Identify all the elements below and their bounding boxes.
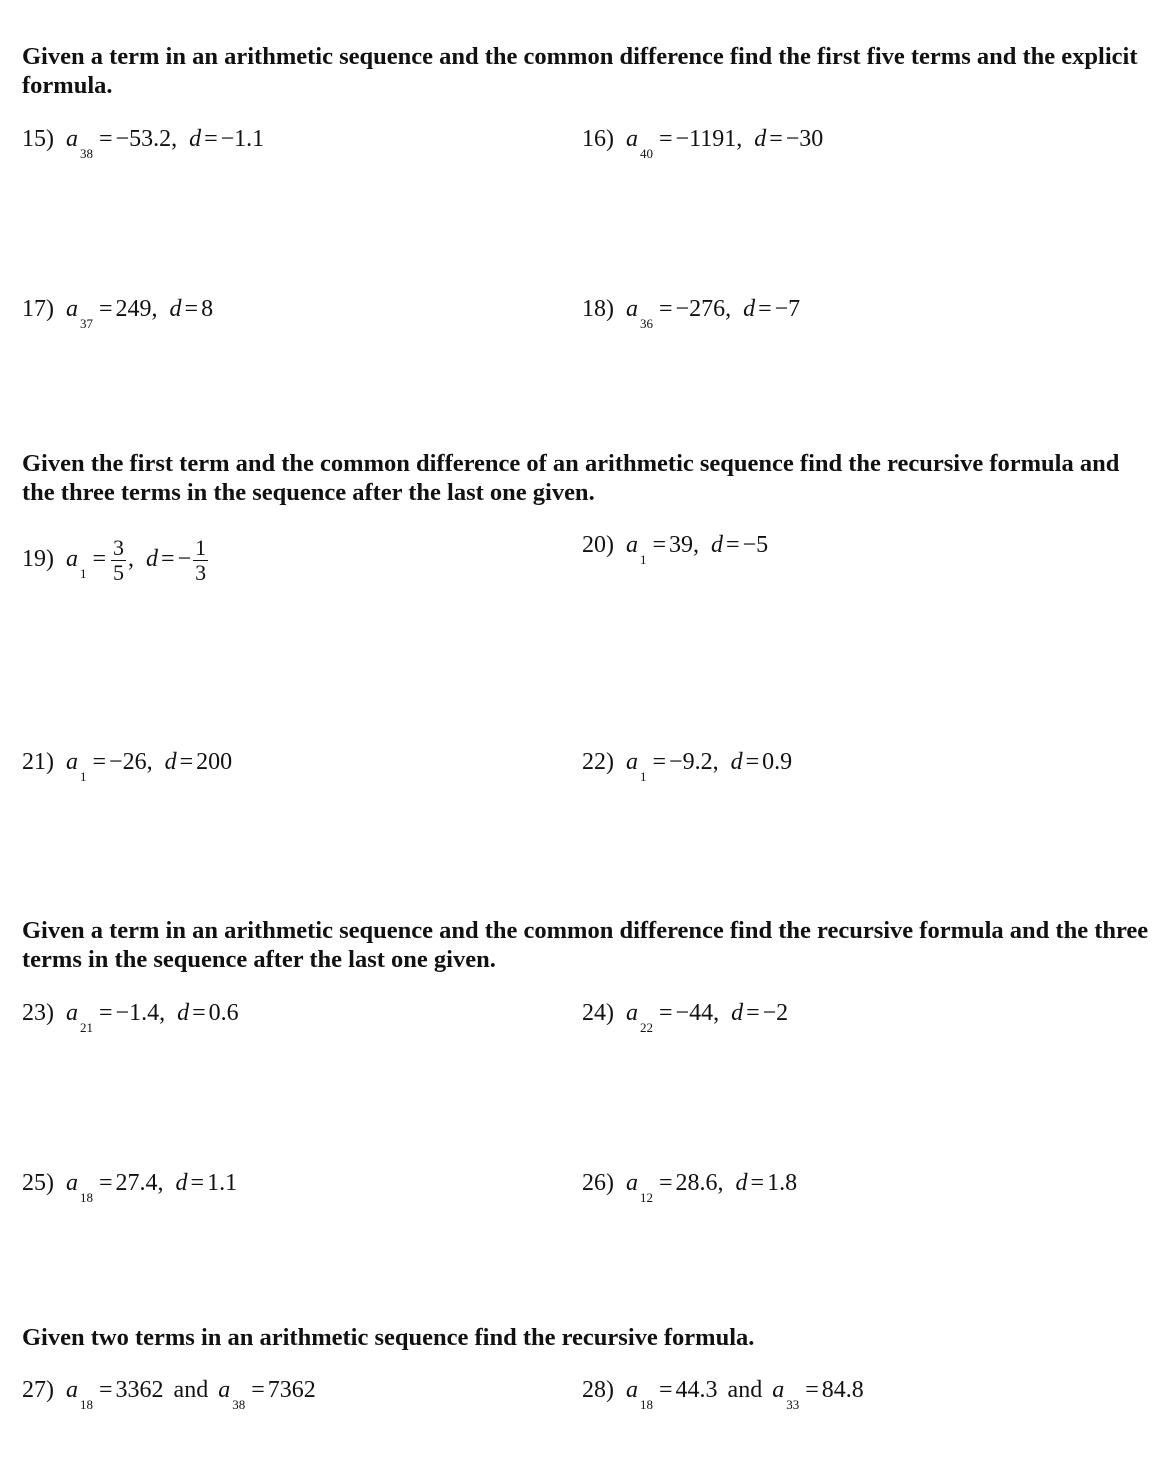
term-value: −9.2, bbox=[669, 749, 719, 775]
term-value: −276, bbox=[675, 296, 732, 322]
problem-number: 27) bbox=[22, 1377, 54, 1403]
term-value: −53.2, bbox=[115, 126, 178, 152]
term-index: 33 bbox=[786, 1397, 800, 1412]
term-value: 7362 bbox=[267, 1377, 316, 1403]
term-variable: a bbox=[66, 296, 78, 322]
problem-18 bbox=[582, 295, 801, 331]
equals-sign: = bbox=[769, 126, 783, 152]
equals-sign: = bbox=[179, 749, 194, 775]
difference-value: −5 bbox=[742, 532, 769, 558]
problem-27 bbox=[22, 1376, 316, 1412]
term-index: 38 bbox=[232, 1397, 246, 1412]
equals-sign: = bbox=[652, 749, 667, 775]
term-variable: a bbox=[66, 1000, 78, 1026]
problem-number: 26) bbox=[582, 1170, 614, 1196]
term-value: −1.4, bbox=[115, 1000, 166, 1026]
term-value: −44, bbox=[675, 1000, 720, 1026]
equals-sign: = bbox=[190, 1170, 205, 1196]
term-index: 1 bbox=[80, 566, 87, 582]
equals-sign: = bbox=[99, 1000, 113, 1026]
difference-variable: d bbox=[169, 296, 182, 322]
equals-sign: = bbox=[184, 296, 199, 322]
conjunction: and bbox=[727, 1377, 763, 1403]
equals-sign: = bbox=[92, 546, 107, 573]
difference-variable: d bbox=[735, 1170, 748, 1196]
term-variable: a bbox=[626, 1170, 638, 1196]
term-variable: a bbox=[626, 1377, 638, 1403]
problem-26 bbox=[582, 1169, 798, 1205]
difference-value: −7 bbox=[774, 296, 801, 322]
term-variable: a bbox=[626, 532, 638, 558]
equals-sign: = bbox=[726, 532, 740, 558]
equals-sign: = bbox=[750, 1170, 765, 1196]
problem-number: 23) bbox=[22, 1000, 54, 1026]
term-value: 39, bbox=[669, 532, 700, 558]
problem-number: 24) bbox=[582, 1000, 614, 1026]
difference-value: 200 bbox=[196, 749, 233, 775]
equals-sign: = bbox=[652, 532, 667, 558]
term-index: 18 bbox=[80, 1190, 93, 1205]
term-variable: a bbox=[66, 749, 78, 775]
term-index: 38 bbox=[80, 146, 93, 161]
term-index: 40 bbox=[640, 146, 653, 161]
term-index: 12 bbox=[640, 1190, 653, 1205]
problem-number: 16) bbox=[582, 126, 614, 152]
problem-24 bbox=[582, 999, 789, 1035]
term-variable: a bbox=[772, 1377, 785, 1403]
difference-variable: d bbox=[164, 749, 177, 775]
section-heading-1: Given a term in an arithmetic sequence and the common difference find the first five terms and the explicit formula. bbox=[22, 43, 1138, 99]
term-variable: a bbox=[626, 1000, 638, 1026]
equals-sign: = bbox=[251, 1377, 265, 1403]
problem-23 bbox=[22, 999, 239, 1035]
difference-value: 1.1 bbox=[207, 1170, 238, 1196]
difference-sign: − bbox=[177, 546, 192, 573]
section-heading-2: Given the first term and the common difference of an arithmetic sequence find the recursive formula and the three terms in the sequence after the last one given. bbox=[22, 450, 1120, 506]
problem-15 bbox=[22, 125, 265, 161]
equals-sign: = bbox=[204, 126, 218, 152]
term-variable: a bbox=[66, 126, 78, 152]
section-heading-3: Given a term in an arithmetic sequence and the common difference find the recursive formula and the three terms in the sequence after the last one given. bbox=[22, 917, 1149, 973]
difference-value-fraction bbox=[193, 537, 208, 584]
difference-value: 1.8 bbox=[767, 1170, 798, 1196]
problem-25 bbox=[22, 1169, 238, 1205]
term-value: 44.3 bbox=[675, 1377, 718, 1403]
equals-sign: = bbox=[99, 1377, 113, 1403]
equals-sign: = bbox=[659, 1170, 673, 1196]
term-index: 22 bbox=[640, 1020, 653, 1035]
term-index: 1 bbox=[80, 769, 87, 784]
equals-sign: = bbox=[99, 296, 113, 322]
problem-20 bbox=[582, 531, 769, 567]
difference-value: 0.9 bbox=[762, 749, 793, 775]
difference-value: −2 bbox=[762, 1000, 789, 1026]
problem-number: 22) bbox=[582, 749, 614, 775]
equals-sign: = bbox=[659, 1377, 673, 1403]
problem-16 bbox=[582, 125, 824, 161]
term-value: 27.4, bbox=[115, 1170, 164, 1196]
problem-number: 17) bbox=[22, 296, 54, 322]
term-variable: a bbox=[66, 546, 78, 573]
equals-sign: = bbox=[659, 1000, 673, 1026]
equals-sign: = bbox=[92, 749, 107, 775]
problem-number: 18) bbox=[582, 296, 614, 322]
equals-sign: = bbox=[161, 546, 175, 573]
equals-sign: = bbox=[746, 1000, 760, 1026]
term-variable: a bbox=[66, 1170, 78, 1196]
difference-variable: d bbox=[731, 1000, 744, 1026]
problem-number: 21) bbox=[22, 749, 54, 775]
problem-number: 20) bbox=[582, 532, 614, 558]
term-variable: a bbox=[66, 1377, 78, 1403]
term-index: 37 bbox=[80, 316, 93, 331]
difference-value: −1.1 bbox=[220, 126, 265, 152]
problem-19: 19) $a_1=$ $\frac{3}{5}$ , d = − $\frac{1}{3}$ bbox=[22, 535, 207, 585]
difference-variable: d bbox=[146, 546, 159, 573]
term-value: 84.8 bbox=[821, 1377, 864, 1403]
problem-28 bbox=[582, 1376, 864, 1412]
problem-17 bbox=[22, 295, 214, 331]
equals-sign: = bbox=[659, 296, 673, 322]
conjunction: and bbox=[173, 1377, 209, 1403]
difference-value: −30 bbox=[785, 126, 824, 152]
equals-sign: = bbox=[99, 126, 113, 152]
term-index: 36 bbox=[640, 316, 653, 331]
term-index: 1 bbox=[640, 552, 647, 567]
problem-number: 25) bbox=[22, 1170, 54, 1196]
equals-sign: = bbox=[192, 1000, 206, 1026]
equals-sign: = bbox=[659, 126, 673, 152]
difference-variable: d bbox=[175, 1170, 188, 1196]
problem-21 bbox=[22, 748, 233, 784]
fraction-numerator: 1 bbox=[195, 535, 207, 560]
term-value: 3362 bbox=[115, 1377, 164, 1403]
term-value: −1191, bbox=[675, 126, 743, 152]
difference-variable: d bbox=[177, 1000, 190, 1026]
term-variable: a bbox=[218, 1377, 231, 1403]
equals-sign: = bbox=[99, 1170, 113, 1196]
fraction-denominator: 3 bbox=[195, 560, 207, 585]
term-variable: a bbox=[626, 126, 638, 152]
equals-sign: = bbox=[758, 296, 772, 322]
term-index: 18 bbox=[640, 1397, 653, 1412]
fraction-numerator: 3 bbox=[113, 535, 125, 560]
term-value: 249, bbox=[115, 296, 158, 322]
fraction-denominator: 5 bbox=[113, 560, 125, 585]
equals-sign: = bbox=[745, 749, 760, 775]
problem-number: 15) bbox=[22, 126, 54, 152]
term-index: 1 bbox=[640, 769, 647, 784]
difference-variable: d bbox=[189, 126, 202, 152]
problem-number: 19) bbox=[22, 546, 54, 573]
difference-variable: d bbox=[730, 749, 743, 775]
difference-variable: d bbox=[754, 126, 767, 152]
problem-number: 28) bbox=[582, 1377, 614, 1403]
term-variable: a bbox=[626, 296, 638, 322]
problem-22 bbox=[582, 748, 793, 784]
term-value: −26, bbox=[109, 749, 153, 775]
term-value-fraction bbox=[111, 537, 126, 584]
difference-variable: d bbox=[711, 532, 724, 558]
equals-sign: = bbox=[805, 1377, 819, 1403]
difference-value: 0.6 bbox=[208, 1000, 239, 1026]
term-index: 21 bbox=[80, 1020, 93, 1035]
section-heading-4: Given two terms in an arithmetic sequence find the recursive formula. bbox=[22, 1324, 755, 1351]
difference-value: 8 bbox=[201, 296, 214, 322]
term-index: 18 bbox=[80, 1397, 93, 1412]
term-value: 28.6, bbox=[675, 1170, 724, 1196]
term-variable: a bbox=[626, 749, 638, 775]
difference-variable: d bbox=[743, 296, 756, 322]
